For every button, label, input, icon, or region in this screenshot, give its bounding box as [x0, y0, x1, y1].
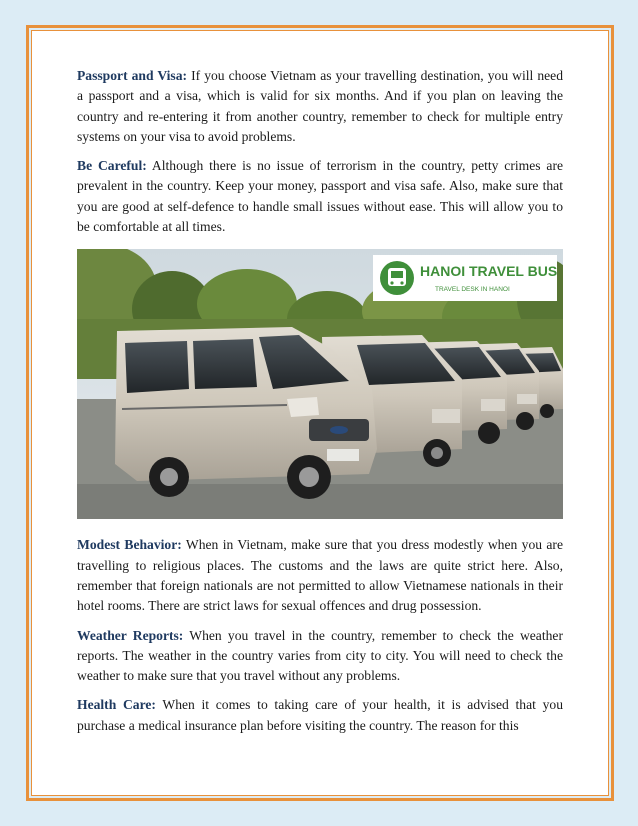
document-body — [77, 66, 563, 745]
logo-subtitle: TRAVEL DESK IN HANOI — [435, 286, 510, 294]
paragraph-be-careful — [77, 156, 563, 237]
paragraph-heading: Weather Reports: — [77, 627, 184, 643]
paragraph-heading: Be Careful: — [77, 158, 147, 174]
paragraph-text: When it comes to taking care of your health, it is advised that you purchase a medical insurance plan before visiting the country. The reason for this — [77, 697, 563, 733]
minibus-photo — [77, 249, 563, 519]
paragraph-heading: Health Care: — [77, 697, 156, 713]
paragraph-weather-reports — [77, 626, 563, 687]
paragraph-health-care — [77, 695, 563, 736]
paragraph-passport-visa — [77, 66, 563, 147]
paragraph-heading: Passport and Visa: — [77, 68, 188, 83]
paragraph-text: If you choose Vietnam as your travelling destination, you will need a passport and a visa, which is valid for six months. And if you plan on leaving the country and re-entering it from another country, remember to check for multiple entry systems on your visa to avoid problems. — [77, 68, 563, 144]
paragraph-text: Although there is no issue of terrorism in the country, petty crimes are prevalent in the country. Keep your money, passport and visa safe. Also, make sure that you are good at self-defence to handle small issues without ease. This will allow you to be comfortable at all times. — [77, 158, 564, 235]
paragraph-text: When you travel in the country, remember to check the weather reports. The weather in the country varies from city to city. You will need to check the weather to make sure that you travel without any problems. — [77, 627, 563, 684]
paragraph-heading: Modest Behavior: — [77, 537, 182, 553]
hanoi-travel-bus-logo — [373, 255, 557, 301]
logo-title: HANOI TRAVEL BUS — [420, 263, 558, 280]
paragraph-text: When in Vietnam, make sure that you dress modestly when you are travelling to religious places. The customs and the laws are quite strict here. Also, remember that foreign nationals are not permitted to allow Vietnamese nationals in their hotel rooms. There are strict laws for sexual offences and drug possession. — [77, 537, 563, 614]
paragraph-modest-behavior — [77, 535, 563, 616]
